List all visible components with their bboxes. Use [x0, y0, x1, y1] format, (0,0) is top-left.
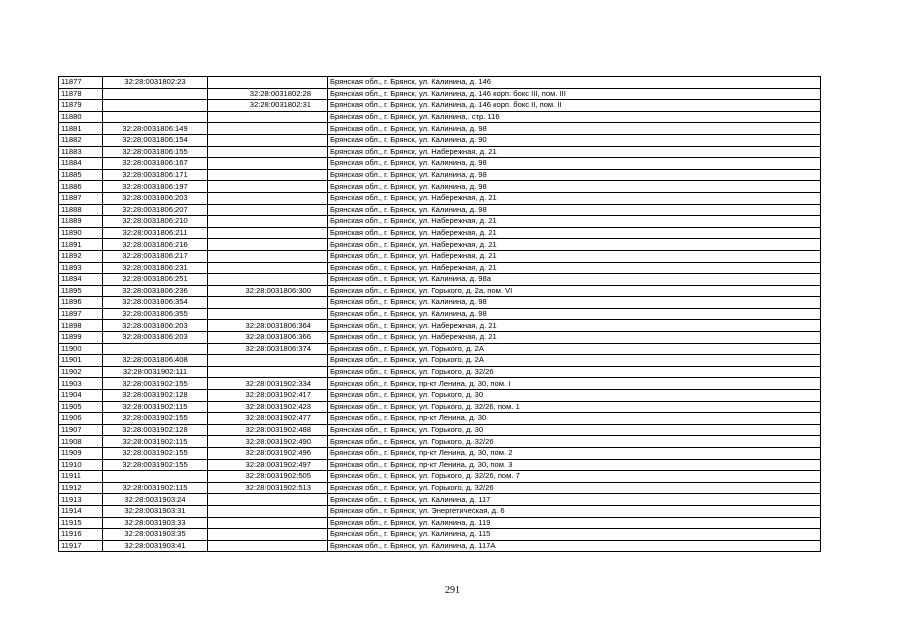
address-cell: Брянская обл., г. Брянск, ул. Калинина,. стр. 116: [328, 111, 821, 123]
table-row: [59, 529, 821, 541]
row-number-cell: 11894: [59, 274, 103, 286]
sub-cadastral-number-cell: [208, 494, 328, 506]
sub-cadastral-number-cell: [208, 134, 328, 146]
row-number-cell: 11897: [59, 308, 103, 320]
table-row: [59, 366, 821, 378]
cadastral-number-cell: 32:28:0031806:149: [103, 123, 208, 135]
sub-cadastral-number-cell: [208, 250, 328, 262]
cadastral-number-cell: 32:28:0031806:167: [103, 158, 208, 170]
sub-cadastral-number-cell: [208, 123, 328, 135]
row-number-cell: 11912: [59, 482, 103, 494]
sub-cadastral-number-cell: [208, 146, 328, 158]
address-cell: Брянская обл., г. Брянск, ул. Набережная, д. 21: [328, 262, 821, 274]
address-cell: Брянская обл., г. Брянск, ул. Горького, д. 32/26, пом. 1: [328, 401, 821, 413]
table-row: [59, 274, 821, 286]
row-number-cell: 11883: [59, 146, 103, 158]
cadastral-number-cell: 32:28:0031806:217: [103, 250, 208, 262]
sub-cadastral-number-cell: [208, 529, 328, 541]
cadastral-number-cell: 32:28:0031806:216: [103, 239, 208, 251]
cadastral-number-cell: 32:28:0031903:24: [103, 494, 208, 506]
table-row: [59, 181, 821, 193]
address-cell: Брянская обл., г. Брянск, ул. Калинина, д. 115: [328, 529, 821, 541]
cadastral-number-cell: 32:28:0031806:251: [103, 274, 208, 286]
cadastral-number-cell: 32:28:0031806:408: [103, 355, 208, 367]
sub-cadastral-number-cell: [208, 517, 328, 529]
sub-cadastral-number-cell: [208, 355, 328, 367]
table-row: [59, 134, 821, 146]
table-row: [59, 448, 821, 460]
address-cell: Брянская обл., г. Брянск, пр-кт Ленина, д. 30, пом. I: [328, 378, 821, 390]
sub-cadastral-number-cell: [208, 366, 328, 378]
sub-cadastral-number-cell: [208, 262, 328, 274]
table-row: [59, 77, 821, 89]
table-row: [59, 355, 821, 367]
sub-cadastral-number-cell: 32:28:0031806:364: [208, 320, 328, 332]
address-cell: Брянская обл., г. Брянск, ул. Калинина, д. 98: [328, 204, 821, 216]
address-cell: Брянская обл., г. Брянск, ул. Набережная, д. 21: [328, 320, 821, 332]
sub-cadastral-number-cell: 32:28:0031806:366: [208, 332, 328, 344]
address-cell: Брянская обл., г. Брянск, ул. Набережная, д. 21: [328, 332, 821, 344]
address-cell: Брянская обл., г. Брянск, ул. Набережная, д. 21: [328, 146, 821, 158]
sub-cadastral-number-cell: 32:28:0031806:374: [208, 343, 328, 355]
address-cell: Брянская обл., г. Брянск, ул. Горького, д. 32/26: [328, 366, 821, 378]
address-cell: Брянская обл., г. Брянск, ул. Калинина, д. 98: [328, 123, 821, 135]
sub-cadastral-number-cell: 32:28:0031902:497: [208, 459, 328, 471]
table-row: [59, 88, 821, 100]
sub-cadastral-number-cell: [208, 111, 328, 123]
address-cell: Брянская обл., г. Брянск, ул. Набережная, д. 21: [328, 216, 821, 228]
row-number-cell: 11902: [59, 366, 103, 378]
table-row: [59, 100, 821, 112]
row-number-cell: 11900: [59, 343, 103, 355]
table-row: [59, 216, 821, 228]
cadastral-number-cell: 32:28:0031902:128: [103, 424, 208, 436]
row-number-cell: 11878: [59, 88, 103, 100]
table-row: [59, 401, 821, 413]
row-number-cell: 11906: [59, 413, 103, 425]
address-cell: Брянская обл., г. Брянск, пр-кт Ленина, д. 30, пом. 2: [328, 448, 821, 460]
table-row: [59, 320, 821, 332]
cadastral-number-cell: 32:28:0031806:197: [103, 181, 208, 193]
sub-cadastral-number-cell: 32:28:0031902:334: [208, 378, 328, 390]
sub-cadastral-number-cell: 32:28:0031806:300: [208, 285, 328, 297]
address-cell: Брянская обл., г. Брянск, ул. Калинина, д. 98: [328, 158, 821, 170]
table-row: [59, 111, 821, 123]
sub-cadastral-number-cell: [208, 192, 328, 204]
sub-cadastral-number-cell: 32:28:0031802:31: [208, 100, 328, 112]
address-cell: Брянская обл., г. Брянск, ул. Горького, д. 32/26, пом. 7: [328, 471, 821, 483]
row-number-cell: 11901: [59, 355, 103, 367]
table-row: [59, 262, 821, 274]
sub-cadastral-number-cell: [208, 274, 328, 286]
cadastral-number-cell: 32:28:0031806:203: [103, 320, 208, 332]
row-number-cell: 11886: [59, 181, 103, 193]
row-number-cell: 11885: [59, 169, 103, 181]
row-number-cell: 11914: [59, 505, 103, 517]
table-row: [59, 332, 821, 344]
address-cell: Брянская обл., г. Брянск, ул. Калинина, д. 98: [328, 181, 821, 193]
sub-cadastral-number-cell: [208, 308, 328, 320]
address-cell: Брянская обл., г. Брянск, ул. Калинина, д. 146 корп. бокс II, пом. II: [328, 100, 821, 112]
address-cell: Брянская обл., г. Брянск, пр-кт Ленина, д. 30: [328, 413, 821, 425]
cadastral-number-cell: 32:28:0031806:211: [103, 227, 208, 239]
row-number-cell: 11881: [59, 123, 103, 135]
registry-table-body: [59, 77, 821, 552]
row-number-cell: 11887: [59, 192, 103, 204]
sub-cadastral-number-cell: 32:28:0031902:505: [208, 471, 328, 483]
sub-cadastral-number-cell: 32:28:0031902:490: [208, 436, 328, 448]
table-row: [59, 390, 821, 402]
sub-cadastral-number-cell: 32:28:0031902:423: [208, 401, 328, 413]
address-cell: Брянская обл., г. Брянск, ул. Набережная, д. 21: [328, 227, 821, 239]
page-number: 291: [445, 585, 460, 596]
sub-cadastral-number-cell: [208, 216, 328, 228]
table-row: [59, 227, 821, 239]
cadastral-number-cell: [103, 471, 208, 483]
cadastral-number-cell: 32:28:0031806:210: [103, 216, 208, 228]
address-cell: Брянская обл., г. Брянск, ул. Горького, д. 2А: [328, 355, 821, 367]
address-cell: Брянская обл., г. Брянск, ул. Горького, д. 32/26: [328, 436, 821, 448]
address-cell: Брянская обл., г. Брянск, ул. Энергетическая, д. 6: [328, 505, 821, 517]
row-number-cell: 11893: [59, 262, 103, 274]
row-number-cell: 11911: [59, 471, 103, 483]
row-number-cell: 11905: [59, 401, 103, 413]
table-row: [59, 459, 821, 471]
address-cell: Брянская обл., г. Брянск, пр-кт Ленина, д. 30, пом. 3: [328, 459, 821, 471]
row-number-cell: 11896: [59, 297, 103, 309]
row-number-cell: 11898: [59, 320, 103, 332]
address-cell: Брянская обл., г. Брянск, ул. Калинина, д. 119: [328, 517, 821, 529]
cadastral-number-cell: 32:28:0031902:155: [103, 459, 208, 471]
row-number-cell: 11891: [59, 239, 103, 251]
sub-cadastral-number-cell: 32:28:0031902:488: [208, 424, 328, 436]
cadastral-number-cell: 32:28:0031806:231: [103, 262, 208, 274]
table-row: [59, 505, 821, 517]
sub-cadastral-number-cell: [208, 169, 328, 181]
row-number-cell: 11909: [59, 448, 103, 460]
table-row: [59, 413, 821, 425]
sub-cadastral-number-cell: [208, 540, 328, 552]
table-row: [59, 471, 821, 483]
table-row: [59, 494, 821, 506]
address-cell: Брянская обл., г. Брянск, ул. Калинина, д. 98: [328, 308, 821, 320]
cadastral-number-cell: 32:28:0031806:355: [103, 308, 208, 320]
row-number-cell: 11877: [59, 77, 103, 89]
cadastral-number-cell: 32:28:0031903:33: [103, 517, 208, 529]
row-number-cell: 11884: [59, 158, 103, 170]
sub-cadastral-number-cell: 32:28:0031902:513: [208, 482, 328, 494]
table-row: [59, 250, 821, 262]
address-cell: Брянская обл., г. Брянск, ул. Горького, д. 2А: [328, 343, 821, 355]
cadastral-number-cell: 32:28:0031902:111: [103, 366, 208, 378]
cadastral-number-cell: 32:28:0031903:31: [103, 505, 208, 517]
table-row: [59, 378, 821, 390]
table-row: [59, 517, 821, 529]
table-row: [59, 424, 821, 436]
cadastral-number-cell: 32:28:0031802:23: [103, 77, 208, 89]
table-row: [59, 308, 821, 320]
cadastral-number-cell: [103, 111, 208, 123]
cadastral-number-cell: 32:28:0031806:354: [103, 297, 208, 309]
cadastral-number-cell: 32:28:0031806:207: [103, 204, 208, 216]
row-number-cell: 11880: [59, 111, 103, 123]
row-number-cell: 11895: [59, 285, 103, 297]
row-number-cell: 11890: [59, 227, 103, 239]
sub-cadastral-number-cell: [208, 77, 328, 89]
address-cell: Брянская обл., г. Брянск, ул. Калинина, д. 146: [328, 77, 821, 89]
cadastral-number-cell: 32:28:0031806:171: [103, 169, 208, 181]
table-row: [59, 204, 821, 216]
row-number-cell: 11899: [59, 332, 103, 344]
table-row: [59, 192, 821, 204]
address-cell: Брянская обл., г. Брянск, ул. Калинина, д. 98а: [328, 274, 821, 286]
cadastral-number-cell: 32:28:0031902:115: [103, 401, 208, 413]
row-number-cell: 11903: [59, 378, 103, 390]
address-cell: Брянская обл., г. Брянск, ул. Калинина, д. 98: [328, 297, 821, 309]
sub-cadastral-number-cell: 32:28:0031902:417: [208, 390, 328, 402]
cadastral-number-cell: 32:28:0031903:41: [103, 540, 208, 552]
table-row: [59, 146, 821, 158]
address-cell: Брянская обл., г. Брянск, ул. Горького, д. 2а, пом. VI: [328, 285, 821, 297]
table-row: [59, 297, 821, 309]
cadastral-number-cell: 32:28:0031902:115: [103, 482, 208, 494]
table-row: [59, 482, 821, 494]
sub-cadastral-number-cell: [208, 227, 328, 239]
table-row: [59, 169, 821, 181]
row-number-cell: 11910: [59, 459, 103, 471]
cadastral-number-cell: 32:28:0031902:155: [103, 448, 208, 460]
table-row: [59, 436, 821, 448]
cadastral-number-cell: [103, 88, 208, 100]
row-number-cell: 11882: [59, 134, 103, 146]
address-cell: Брянская обл., г. Брянск, ул. Калинина, д. 98: [328, 169, 821, 181]
row-number-cell: 11917: [59, 540, 103, 552]
row-number-cell: 11915: [59, 517, 103, 529]
address-cell: Брянская обл., г. Брянск, ул. Набережная, д. 21: [328, 250, 821, 262]
table-row: [59, 343, 821, 355]
address-cell: Брянская обл., г. Брянск, ул. Калинина, д. 90: [328, 134, 821, 146]
row-number-cell: 11879: [59, 100, 103, 112]
row-number-cell: 11889: [59, 216, 103, 228]
address-cell: Брянская обл., г. Брянск, ул. Горького, д. 30: [328, 390, 821, 402]
row-number-cell: 11908: [59, 436, 103, 448]
cadastral-number-cell: 32:28:0031902:128: [103, 390, 208, 402]
cadastral-number-cell: 32:28:0031806:236: [103, 285, 208, 297]
cadastral-number-cell: 32:28:0031806:203: [103, 192, 208, 204]
sub-cadastral-number-cell: [208, 505, 328, 517]
row-number-cell: 11907: [59, 424, 103, 436]
table-row: [59, 239, 821, 251]
sub-cadastral-number-cell: [208, 158, 328, 170]
table-row: [59, 540, 821, 552]
row-number-cell: 11913: [59, 494, 103, 506]
sub-cadastral-number-cell: 32:28:0031902:477: [208, 413, 328, 425]
cadastral-number-cell: 32:28:0031902:155: [103, 413, 208, 425]
cadastral-number-cell: 32:28:0031902:155: [103, 378, 208, 390]
row-number-cell: 11916: [59, 529, 103, 541]
row-number-cell: 11904: [59, 390, 103, 402]
registry-table: [58, 76, 821, 552]
cadastral-number-cell: [103, 343, 208, 355]
cadastral-number-cell: 32:28:0031902:115: [103, 436, 208, 448]
address-cell: Брянская обл., г. Брянск, ул. Калинина, д. 117А: [328, 540, 821, 552]
cadastral-number-cell: 32:28:0031806:203: [103, 332, 208, 344]
row-number-cell: 11892: [59, 250, 103, 262]
sub-cadastral-number-cell: [208, 239, 328, 251]
address-cell: Брянская обл., г. Брянск, ул. Калинина, д. 146 корп. бокс III, пом. III: [328, 88, 821, 100]
table-row: [59, 158, 821, 170]
table-row: [59, 123, 821, 135]
row-number-cell: 11888: [59, 204, 103, 216]
sub-cadastral-number-cell: [208, 297, 328, 309]
address-cell: Брянская обл., г. Брянск, ул. Горького, д. 32/26: [328, 482, 821, 494]
sub-cadastral-number-cell: [208, 181, 328, 193]
sub-cadastral-number-cell: [208, 204, 328, 216]
address-cell: Брянская обл., г. Брянск, ул. Набережная, д. 21: [328, 239, 821, 251]
sub-cadastral-number-cell: 32:28:0031902:496: [208, 448, 328, 460]
cadastral-number-cell: 32:28:0031806:155: [103, 146, 208, 158]
cadastral-number-cell: [103, 100, 208, 112]
address-cell: Брянская обл., г. Брянск, ул. Набережная, д. 21: [328, 192, 821, 204]
address-cell: Брянская обл., г. Брянск, ул. Калинина, д. 117: [328, 494, 821, 506]
address-cell: Брянская обл., г. Брянск, ул. Горького, д. 30: [328, 424, 821, 436]
table-row: [59, 285, 821, 297]
cadastral-number-cell: 32:28:0031903:35: [103, 529, 208, 541]
sub-cadastral-number-cell: 32:28:0031802:28: [208, 88, 328, 100]
cadastral-number-cell: 32:28:0031806:154: [103, 134, 208, 146]
